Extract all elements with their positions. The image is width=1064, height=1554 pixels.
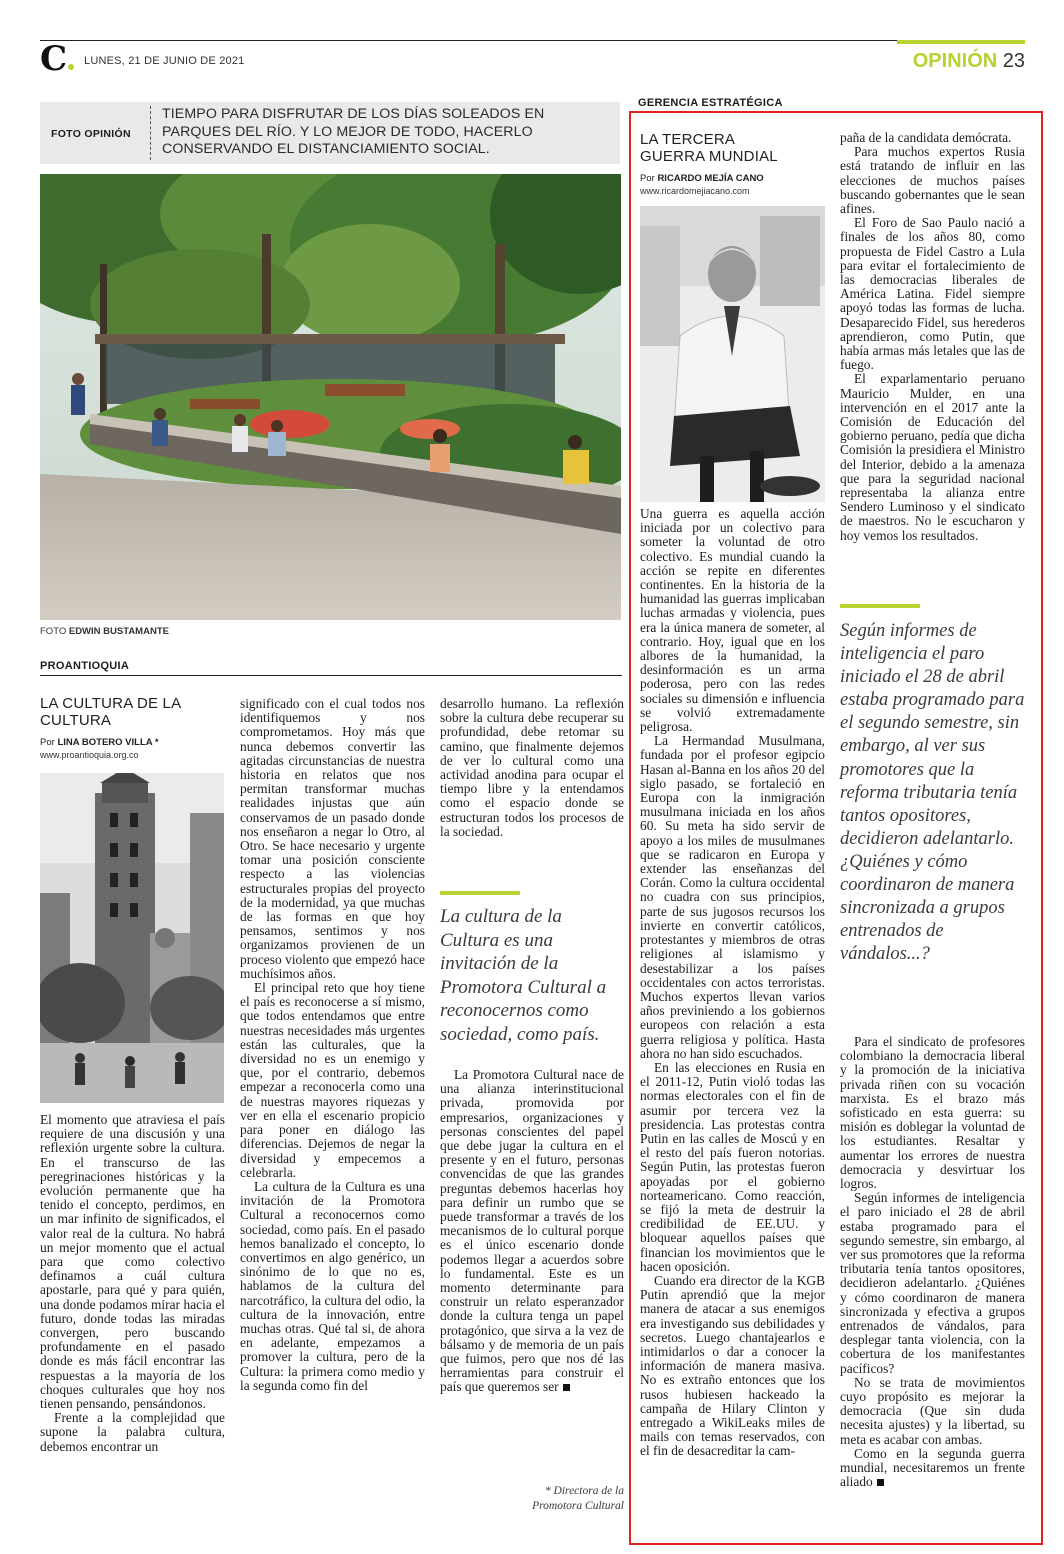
logo-dot-icon bbox=[68, 64, 74, 70]
masthead-top-rule bbox=[40, 40, 1025, 41]
paragraph: El exparlamentario peruano Mauricio Mulder, en una intervención en el 2017 ante la Comisión de Educación del gobierno peruano, pedía que dicha Comisión la presidiera el Ministro del Interior, debido a la amenaza que para la seguridad nacional representaba la alianza entre Sendero Luminoso y el sindicato de maestros. No le escucharon y hoy vemos los resultados. bbox=[840, 371, 1025, 543]
paragraph: Según informes de inteligencia el paro iniciado el 28 de abril estaba programado para el segundo semestre, sin embargo, al ver sus promotores que la reforma tributaria tenía tantos opositores, decidieron adelantarlo. ¿Quiénes y cómo coordinaron de manera sincronizada y efectiva a grupos entrenados de vándalos, para desplegar tanta violencia, con la cobertura de los manifestantes pacíficos? bbox=[840, 1190, 1025, 1376]
paragraph bbox=[840, 1447, 1025, 1490]
proantioquia-col1 bbox=[40, 1113, 225, 1541]
gerencia-header bbox=[640, 131, 830, 196]
section-name: OPINIÓN bbox=[912, 50, 998, 72]
closing-paragraph: La Promotora Cultural nace de una alianza interinstitucional privada, promovida por empresarios, organizaciones y personas conscientes del papel que debe jugar la cultura en el presente y en el futuro, personas convencidas de que las grandes preguntas debemos hacerlas hoy para definir un rumbo que se puede transformar a través de los mecanismos de lo cultural porque es el único escenario donde podemos llegar a acuerdos sobre lo fundamental. Este es un momento determinante para construir un relato esperanzador donde la cultura tenga un papel protagónico, que sirva a la vez de bálsamo y de memoria de un país que fuimos, pero que nos dé las herramientas para construir el país que queremos ser bbox=[440, 1068, 624, 1395]
page-number: 23 bbox=[1002, 50, 1025, 72]
proantioquia-headline: LA CULTURA DE LA CULTURA bbox=[40, 695, 181, 729]
proantioquia-website: www.proantioquia.org.co bbox=[40, 750, 139, 760]
proantioquia-col2 bbox=[240, 697, 425, 1545]
gerencia-col1 bbox=[640, 507, 825, 1537]
proantioquia-col3-top bbox=[440, 697, 624, 867]
newspaper-logo bbox=[40, 39, 74, 79]
paragraph: El momento que atraviesa el país requiere de una discusión y una reflexión urgente sobre la cultura. En el transcurso de las peregrinaciones históricas y la evolución permanente que ha tenido el concepto, perdimos, en un mar infinito de significados, el valor real de la cultura. No habrá un mejor momento que el actual para que como colectivo definamos a cuál cultura apostarle, para qué y para quién, una donde podamos mirar hacia el futuro, donde todas las miradas convergen, pero buscando profundamente en el pasado donde es más fácil encontrar las respuestas a la mayoría de los choques culturales que hoy nos tienen pensando, pensándonos. bbox=[40, 1113, 225, 1412]
end-mark-icon bbox=[563, 1384, 570, 1391]
paragraph: El principal reto que hoy tiene el país es reconocerse a sí mismo, que todos entendamos que entre nuestras necesidades más urgentes están las culturales, que la diversidad no es un enemigo y que, por el contrario, debemos empezar a reconocerla como una de nuestras mayores riquezas y ver en ella el escenario propicio para poner en diálogo las diferencias. Dejemos de negar la diversidad y empecemos a celebrarla. bbox=[240, 980, 425, 1180]
proantioquia-rule bbox=[40, 675, 622, 676]
byline-prefix: Por bbox=[40, 737, 55, 748]
paragraph bbox=[440, 1068, 624, 1395]
gerencia-byline bbox=[640, 173, 830, 184]
masthead bbox=[40, 38, 1025, 78]
paragraph: La cultura de la Cultura es una invitación de la Promotora Cultural a reconocernos como sociedad, como país. En el pasado hemos banalizado el concepto, lo convertimos en algo genérico, un sinónimo de lo que no es, hablamos de la cultura del narcotráfico, la cultura del odio, la cultura de la innovación, entre muchas otras. Qué tal si, de ahora en adelante, empezamos a promover la cultura, pero de la Cultura: la primera como medio y la segunda como fin del bbox=[240, 1178, 425, 1393]
proantioquia-footnote bbox=[440, 1484, 624, 1514]
gerencia-headline: LA TERCERA GUERRA MUNDIAL bbox=[640, 131, 778, 165]
gerencia-col2-top bbox=[840, 131, 1025, 579]
proantioquia-section-label: PROANTIOQUIA bbox=[40, 660, 130, 672]
paragraph: desarrollo humano. La reflexión sobre la cultura debe recuperar su profundidad, debe retomar su camino, que finalmente dejemos de ver lo cultural como una actividad anodina para ocupar el tiempo libre y la entendamos como el espacio donde se estructuran todos los procesos de la sociedad. bbox=[440, 697, 624, 839]
footnote-line-2: Promotora Cultural bbox=[532, 1500, 624, 1512]
gerencia-website: www.ricardomejiacano.com bbox=[640, 186, 750, 196]
paragraph: significado con el cual todos nos identifiquemos y nos comprometamos. Hoy más que nunca debemos convertir las agitadas circunstancias de nuestra historia en relatos que nos permitan transformar muchas realidades injustas que aún conservamos de un pasado donde nos enseñaron a negar lo Otro, al Otro. Se hace necesario y urgente tomar una posición consciente respecto a las violencias estructurales propias del proyecto de la modernidad, ya que muchas de las formas en que hoy pensamos, sentimos y nos organizamos provienen de un proceso violento que empezó hace muchísimos años. bbox=[240, 697, 425, 981]
proantioquia-author: LINA BOTERO VILLA * bbox=[57, 737, 159, 748]
logo-letter: C bbox=[40, 39, 68, 79]
section-accent-bar bbox=[897, 40, 1025, 44]
park-photo-illustration bbox=[40, 174, 621, 620]
photo-credit-name: EDWIN BUSTAMANTE bbox=[68, 626, 169, 637]
paragraph: paña de la candidata demócrata. bbox=[840, 131, 1012, 145]
proantioquia-header bbox=[40, 695, 230, 760]
author-portrait-illustration bbox=[640, 206, 825, 502]
park-photo bbox=[40, 174, 621, 620]
paragraph: Para muchos expertos Rusia está tratando de influir en las elecciones de muchos países buscando gobernantes que le sean afines. bbox=[840, 144, 1025, 217]
issue-date: LUNES, 21 DE JUNIO DE 2021 bbox=[84, 55, 245, 67]
photo-credit-prefix: FOTO bbox=[40, 626, 67, 637]
footnote-line-1: * Directora de la bbox=[544, 1485, 624, 1497]
foto-opinion-caption: TIEMPO PARA DISFRUTAR DE LOS DÍAS SOLEADOS EN PARQUES DEL RÍO. Y LO MEJOR DE TODO, HACERLO CONSERVANDO EL DISTANCIAMIENTO SOCIAL. bbox=[162, 106, 545, 157]
paragraph: Cuando era director de la KGB Putin aprendió que la mejor manera de atacar a sus enemigos era investigando sus debilidades y secretos. Luego chantajearlos e intimidarlos o dar a conocer la información de manera masiva. No es extraño entonces que los rusos hubiesen hackeado la campaña de Hilary Clinton y entregado a WikiLeaks miles de mails con temas reservados, con el fin de desacreditar la cam- bbox=[640, 1272, 825, 1459]
gerencia-author: RICARDO MEJÍA CANO bbox=[657, 173, 764, 184]
pull-quote-accent bbox=[440, 891, 520, 895]
foto-opinion-label: FOTO OPINIÓN bbox=[51, 128, 131, 140]
proantioquia-pull-quote: La cultura de la Cultura es una invitación de la Promotora Cultural a reconocernos como sociedad, como país. bbox=[440, 906, 607, 1045]
gerencia-section-label: GERENCIA ESTRATÉGICA bbox=[638, 97, 783, 109]
paragraph: Frente a la complejidad que supone la palabra cultura, debemos encontrar un bbox=[40, 1410, 225, 1454]
closing-paragraph: Como en la segunda guerra mundial, necesitaremos un frente aliado bbox=[840, 1445, 1025, 1490]
section-tag bbox=[913, 50, 1025, 73]
paragraph: En las elecciones en Rusia en el 2011-12, Putin violó todas las normas electorales con el fin de asumir por tercera vez la presidencia. Las protestas contra Putin en las calles de Moscú y en el resto del país fueron notorias. Según Putin, las protestas fueron apoyadas por el gobierno norteamericano. Como reacción, se fijó la meta de destruir la credibilidad de EE.UU. y bloquear aquellos países que financian los movimientos que le hacen oposición. bbox=[640, 1059, 825, 1274]
cathedral-photo-illustration bbox=[40, 773, 224, 1103]
foto-opinion-header bbox=[40, 102, 620, 164]
photo-credit bbox=[40, 626, 169, 637]
paragraph: No se trata de movimientos cuyo propósito es mejorar la democracia (Que sin duda necesita ajustes) y la libertad, su meta es acabar con ambas. bbox=[840, 1374, 1025, 1447]
foto-opinion-divider bbox=[150, 106, 151, 160]
proantioquia-byline bbox=[40, 737, 230, 748]
paragraph: Una guerra es aquella acción iniciada por un colectivo para someter la voluntad de otro colectivo. Es mundial cuando la acción se repite en diferentes continentes. En la historia de la humanidad las guerras implicaban luchas armadas y violencia, pues era la única manera de someter, al contrario. Hoy, igual que en los albores de la humanidad, la desinformación es un arma poderosa, pero con las redes sociales su dimensión e influencia se volvió extremadamente peligrosa. bbox=[640, 507, 825, 735]
pull-quote-accent bbox=[840, 604, 920, 608]
author-portrait bbox=[640, 206, 825, 502]
gerencia-pull-quote: Según informes de inteligencia el paro iniciado el 28 de abril estaba programado para el segundo semestre, sin embargo, al ver sus promotores que la reforma tributaria tenía tantos opositores, decidieron adelantarlo. ¿Quiénes y cómo coordinaron de manera sincronizada a grupos entrenados de vándalos...? bbox=[840, 621, 1025, 965]
paragraph: La Hermandad Musulmana, fundada por el profesor egipcio Hasan al-Banna en los años 20 del siglo pasado, se fortaleció en Europa con la inmigración musulmana iniciada en los años 60. Su meta ha sido servir de apoyo a los miles de musulmanes que se radicaron en Europa y extender las enseñanzas del Corán. Como la cultura occidental no cuadra con sus principios, parte de sus jugosos recursos los invierte en convertir católicos, protestantes y miembros de otras religiones al islamismo y desestabilizar a los países occidentales con actos terroristas. Muchos expertos llevan varios años previniendo a los gobiernos europeos con relación a esta guerra religiosa y política. Hasta ahora no han sido escuchados. bbox=[640, 733, 825, 1061]
paragraph: Para el sindicato de profesores colombiano la democracia liberal y la promoción de la iniciativa privada riñen con su vocación marxista. Es el brazo más sofisticado en esta guerra: su misión es doblegar la voluntad de los estudiantes. Resaltar y aumentar los errores de nuestra democracia y desvirtuar los logros. bbox=[840, 1035, 1025, 1192]
byline-prefix: Por bbox=[640, 173, 655, 184]
gerencia-col2-bottom bbox=[840, 1035, 1025, 1535]
proantioquia-col3-bottom bbox=[440, 1068, 624, 1478]
end-mark-icon bbox=[877, 1479, 884, 1486]
cathedral-photo bbox=[40, 773, 224, 1103]
paragraph: El Foro de Sao Paulo nació a finales de los años 80, como propuesta de Fidel Castro a Lula para evitar el fortalecimiento de las democracias liberales de América Latina. Fidel siempre apoyó todas las formas de lucha. Desaparecido Fidel, sus herederos aprendieron, como Putin, que había armas más letales que las de fuego. bbox=[840, 215, 1025, 373]
